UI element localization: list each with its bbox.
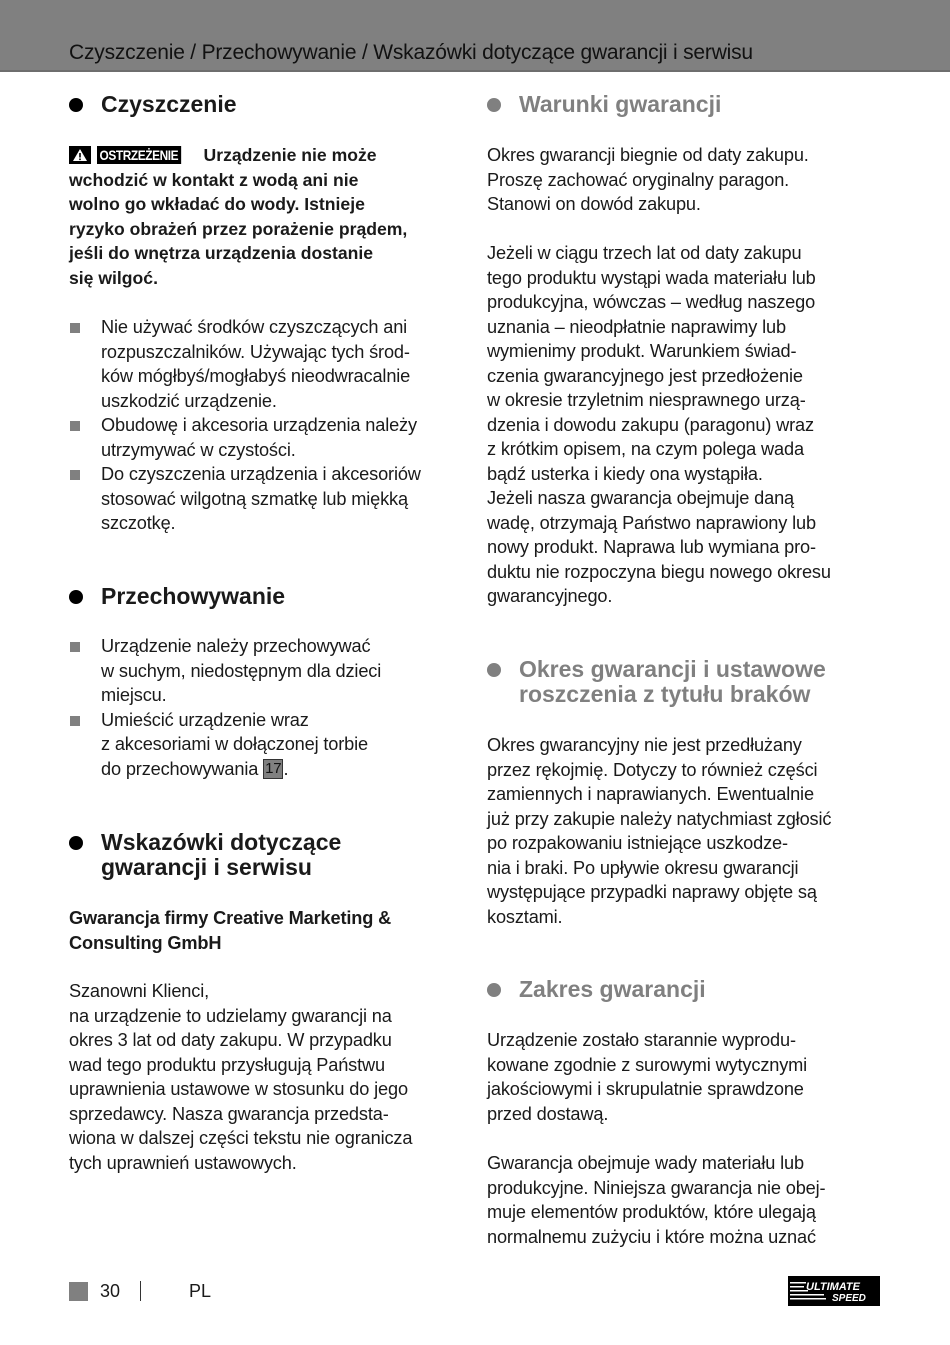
brand-logo: [788, 1276, 880, 1306]
warranty-company-heading: [69, 906, 469, 955]
heading-line: roszczenia z tytułu braków: [519, 681, 811, 707]
text-line: z krótkim opisem, na czym polega wada: [487, 439, 804, 459]
list-item: [69, 462, 469, 536]
warning-line: Urządzenie nie może: [203, 145, 377, 165]
text-line: wad tego produktu przysługują Państwu: [69, 1054, 385, 1075]
text-line: dzenia i dowodu zakupu (paragonu) wraz: [487, 414, 814, 435]
list-item-line: ków mógłbyś/mogłabyś nieodwracalnie: [101, 366, 411, 386]
cleaning-bullet-list: [69, 315, 469, 536]
footer-divider: [140, 1281, 141, 1301]
list-item: [69, 315, 469, 413]
text-line: okres 3 lat od daty zakupu. W przypadku: [69, 1030, 392, 1050]
storage-bullet-list: [69, 634, 469, 781]
list-item-line: rozpuszczalników. Używając tych środ-: [101, 341, 410, 362]
heading-line: gwarancji i serwisu: [101, 854, 312, 880]
period-paragraph: [487, 733, 887, 929]
list-item-line: w suchym, niedostępnym dla dzieci: [101, 660, 382, 681]
text-line: kowane zgodnie z surowymi wytycznymi: [487, 1054, 808, 1075]
list-item-line: Obudowę i akcesoria urządzenia należy: [101, 415, 417, 435]
bullet-dot-icon: [69, 836, 83, 850]
heading-line: Okres gwarancji i ustawowe: [519, 656, 826, 682]
list-item-line: Do czyszczenia urządzenia i akcesoriów: [101, 464, 421, 484]
heading-text: Przechowywanie: [101, 583, 286, 609]
bullet-dot-icon: [69, 590, 83, 604]
text-line: na urządzenie to udzielamy gwarancji na: [69, 1005, 392, 1026]
conditions-paragraph-2: [487, 241, 887, 609]
text-line: już przy zakupie należy natychmiast zgłosić: [487, 808, 832, 829]
page-footer: [69, 1280, 211, 1302]
text-line: muje elementów produktów, które ulegają: [487, 1202, 816, 1222]
text-line: Jeżeli w ciągu trzech lat od daty zakupu: [487, 243, 802, 263]
text-line: bądź usterka i kiedy ona wystąpiła.: [487, 463, 763, 484]
warning-badge: [69, 146, 196, 164]
punctuation: .: [283, 758, 289, 779]
figure-reference-badge: 17: [265, 759, 282, 777]
section-heading-warranty-period: [487, 657, 826, 707]
text-line: kosztami.: [487, 906, 563, 927]
text-line: Consulting GmbH: [69, 932, 222, 953]
section-heading-storage: [69, 584, 285, 609]
heading-text: [101, 830, 341, 880]
text-line: Urządzenie zostało starannie wyprodu-: [487, 1030, 796, 1050]
square-bullet-icon: [70, 716, 80, 726]
warning-line: jeśli do wnętrza urządzenia dostanie: [69, 243, 374, 263]
text-line: Jeżeli nasza gwarancja obejmuje daną: [487, 488, 795, 508]
text-line: tego produktu wystąpi wada materiału lub: [487, 267, 816, 288]
scope-paragraph-2: [487, 1151, 887, 1249]
square-bullet-icon: [70, 642, 80, 652]
list-item: [69, 708, 469, 782]
text-line: wiona w dalszej części tekstu nie ogranicza: [69, 1128, 413, 1148]
logo-text-line1: ULTIMATE: [806, 1281, 860, 1293]
list-item-line: uszkodzić urządzenie.: [101, 390, 277, 411]
text-line: Proszę zachować oryginalny paragon.: [487, 169, 790, 190]
text-line: jakościowymi i skrupulatnie sprawdzone: [487, 1079, 804, 1099]
text-line: Gwarancja obejmuje wady materiału lub: [487, 1153, 804, 1173]
text-line: Stanowi on dowód zakupu.: [487, 194, 701, 214]
list-item: [69, 413, 469, 462]
list-item-text: do przechowywania: [101, 758, 264, 779]
list-item-line: [101, 757, 469, 782]
text-line: sprzedawcy. Nasza gwarancja przedsta-: [69, 1103, 389, 1124]
heading-line: Wskazówki dotyczące: [101, 829, 342, 855]
list-item-line: Umieścić urządzenie wraz: [101, 709, 309, 730]
list-item-line: szczotkę.: [101, 513, 176, 533]
text-line: duktu nie rozpoczyna biegu nowego okresu: [487, 561, 831, 582]
text-line: przed dostawą.: [487, 1103, 609, 1124]
text-line: nowy produkt. Naprawa lub wymiana pro-: [487, 537, 816, 557]
list-item-line: stosować wilgotną szmatkę lub miękką: [101, 488, 408, 509]
warranty-intro-paragraph: [69, 979, 469, 1175]
logo-text-line2: SPEED: [832, 1293, 866, 1304]
section-heading-warranty-conditions: [487, 92, 721, 117]
heading-text: Czyszczenie: [101, 91, 237, 117]
scope-paragraph-1: [487, 1028, 887, 1126]
heading-text: Warunki gwarancji: [519, 91, 722, 117]
text-line: po rozpakowaniu istniejące uszkodze-: [487, 833, 788, 853]
warning-label: OSTRZEŻENIE: [97, 146, 181, 164]
text-line: Okres gwarancyjny nie jest przedłużany: [487, 735, 802, 755]
list-item-line: Nie używać środków czyszczących ani: [101, 317, 408, 337]
text-line: w okresie trzyletnim niesprawnego urzą-: [487, 390, 806, 410]
warning-line: wolno go wkładać do wody. Istnieje: [69, 194, 365, 214]
text-line: przez rękojmię. Dotyczy to również części: [487, 759, 818, 780]
text-line: występujące przypadki naprawy objęte są: [487, 882, 817, 902]
bullet-dot-icon: [69, 98, 83, 112]
ultimate-speed-logo-icon: [788, 1276, 880, 1306]
text-line: tych uprawnień ustawowych.: [69, 1152, 297, 1173]
list-item-line: z akcesoriami w dołączonej torbie: [101, 734, 368, 754]
bullet-dot-icon: [487, 983, 501, 997]
section-heading-warranty-scope: [487, 977, 706, 1002]
text-line: Szanowni Klienci,: [69, 981, 209, 1001]
page-header-title: Czyszczenie / Przechowywanie / Wskazówki dotyczące gwarancji i serwisu: [69, 41, 753, 64]
text-line: Okres gwarancji biegnie od daty zakupu.: [487, 145, 809, 165]
section-heading-warranty-service: [69, 830, 341, 880]
text-line: normalnemu zużyciu i które można uznać: [487, 1226, 816, 1247]
language-code: PL: [189, 1280, 212, 1301]
text-line: Gwarancja firmy Creative Marketing &: [69, 908, 392, 928]
header-bar: [0, 0, 950, 72]
text-line: uprawnienia ustawowe w stosunku do jego: [69, 1079, 408, 1099]
list-item-line: utrzymywać w czystości.: [101, 439, 296, 460]
warning-triangle-icon: [69, 146, 91, 164]
heading-text: Zakres gwarancji: [519, 976, 706, 1002]
text-line: produkcyjna, wówczas – według naszego: [487, 292, 816, 312]
text-line: zamiennych i naprawianych. Ewentualnie: [487, 784, 814, 804]
square-bullet-icon: [70, 470, 80, 480]
heading-text: [519, 657, 826, 707]
text-line: gwarancyjnego.: [487, 586, 613, 606]
page-number: 30: [100, 1280, 121, 1301]
square-bullet-icon: [70, 323, 80, 333]
list-item-line: Urządzenie należy przechowywać: [101, 636, 371, 656]
section-heading-cleaning: [69, 92, 237, 117]
warning-line: ryzyko obrażeń przez porażenie prądem,: [69, 218, 408, 239]
bullet-dot-icon: [487, 98, 501, 112]
text-line: wadę, otrzymają Państwo naprawiony lub: [487, 512, 816, 533]
bullet-dot-icon: [487, 663, 501, 677]
text-line: nia i braki. Po upływie okresu gwarancji: [487, 857, 799, 878]
square-bullet-icon: [70, 421, 80, 431]
warning-line: się wilgoć.: [69, 267, 158, 288]
text-line: produkcyjne. Niniejsza gwarancja nie obej-: [487, 1177, 826, 1198]
footer-square-icon: [69, 1282, 88, 1301]
conditions-paragraph-1: [487, 143, 887, 217]
text-line: uznania – nieodpłatnie naprawimy lub: [487, 316, 786, 337]
warning-block: [69, 143, 469, 290]
text-line: wymienimy produkt. Warunkiem świad-: [487, 341, 797, 361]
list-item: [69, 634, 469, 708]
warning-line: wchodzić w kontakt z wodą ani nie: [69, 169, 359, 190]
text-line: czenia gwarancyjnego jest przedłożenie: [487, 365, 803, 386]
list-item-line: miejscu.: [101, 685, 167, 705]
